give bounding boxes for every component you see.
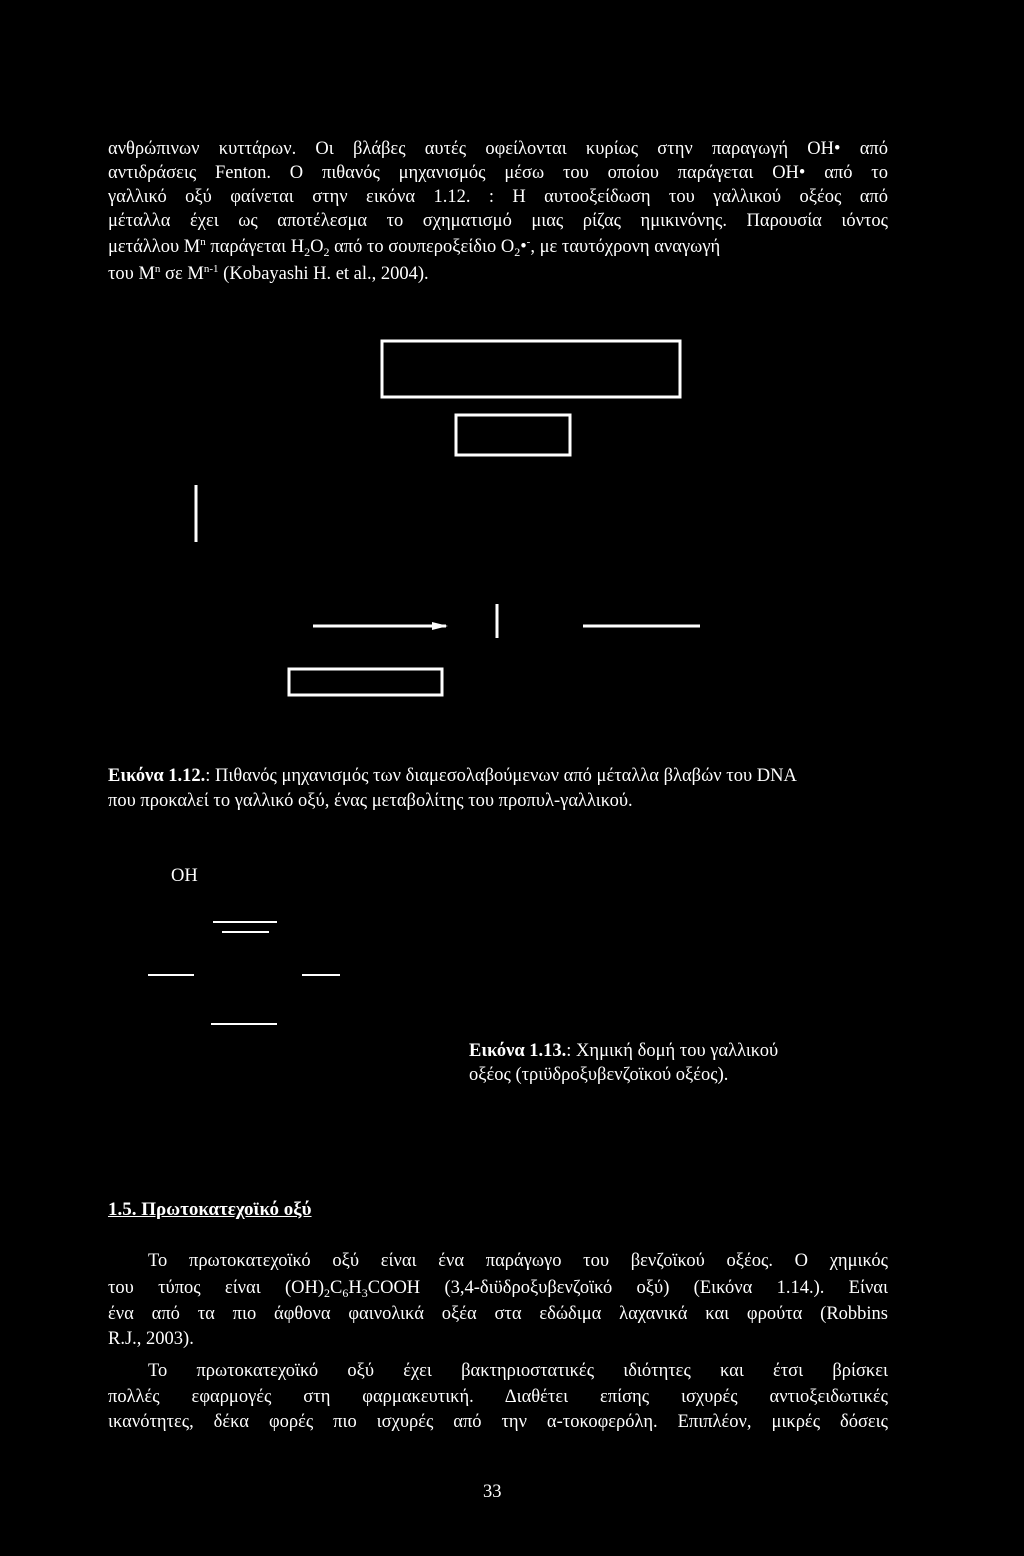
figure-1-13-caption: οξέος (τριϋδροξυβενζοϊκού οξέος). — [469, 1065, 729, 1085]
page-number: 33 — [483, 1482, 502, 1502]
figure-1-13-caption: Εικόνα 1.13.: Χημική δομή του γαλλικού — [469, 1041, 779, 1061]
paragraph-line: ένα από τα πιο άφθονα φαινολικά οξέα στα εδώδιμα λαχανικά και φρούτα (Robbins — [108, 1304, 888, 1324]
paragraph-line: Το πρωτοκατεχοϊκό οξύ έχει βακτηριοστατικές ιδιότητες και έτσι βρίσκει — [148, 1361, 888, 1381]
figure-1-12-caption: Εικόνα 1.12.: Πιθανός μηχανισμός των διαμεσολαβούμενων από μέταλλα βλαβών του DNA — [108, 766, 797, 786]
section-heading: 1.5. Πρωτοκατεχοϊκό οξύ — [108, 1199, 312, 1220]
paragraph-line: πολλές εφαρμογές στη φαρμακευτική. Διαθέτει επίσης ισχυρές αντιοξειδωτικές — [108, 1387, 888, 1407]
paragraph-line: γαλλικό οξύ φαίνεται στην εικόνα 1.12. : Η αυτοοξείδωση του γαλλικού οξέος από — [108, 187, 888, 207]
figure-1-12-caption: που προκαλεί το γαλλικό οξύ, ένας μεταβολίτης του προπυλ-γαλλικού. — [108, 791, 633, 811]
oh-label: OH — [171, 866, 198, 886]
paragraph-line: αντιδράσεις Fenton. Ο πιθανός μηχανισμός μέσω του οποίου παράγεται OH• από το — [108, 163, 888, 183]
paragraph-line: ανθρώπινων κυττάρων. Οι βλάβες αυτές οφείλονται κυρίως στην παραγωγή OH• από — [108, 139, 888, 159]
paragraph-line: μέταλλα έχει ως αποτέλεσμα το σχηματισμό μιας ρίζας ημικινόνης. Παρουσία ιόντος — [108, 211, 888, 231]
paragraph-line: ικανότητες, δέκα φορές πιο ισχυρές από την α-τοκοφερόλη. Επιπλέον, μικρές δόσεις — [108, 1412, 888, 1432]
paragraph-line: του $M^n$ σε $M^{n-1}$ (Kobayashi H. et al., 2004). — [108, 263, 429, 284]
paragraph-line: Το πρωτοκατεχοϊκό οξύ είναι ένα παράγωγο του βενζοϊκού οξέος. Ο χημικός — [148, 1251, 888, 1271]
paragraph-line: R.J., 2003). — [108, 1329, 194, 1349]
paragraph-line: του τύπος είναι $(OH)_2C_6H_3COOH$ (3,4-διϋδροξυβενζοϊκό οξύ) (Εικόνα 1.14.). Είναι — [108, 1278, 888, 1300]
paragraph-line: μετάλλου $M^n$ παράγεται $H_2O_2$ από το σουπεροξείδιο $O_2•^-$, με ταυτόχρονη αναγωγή — [108, 236, 721, 259]
